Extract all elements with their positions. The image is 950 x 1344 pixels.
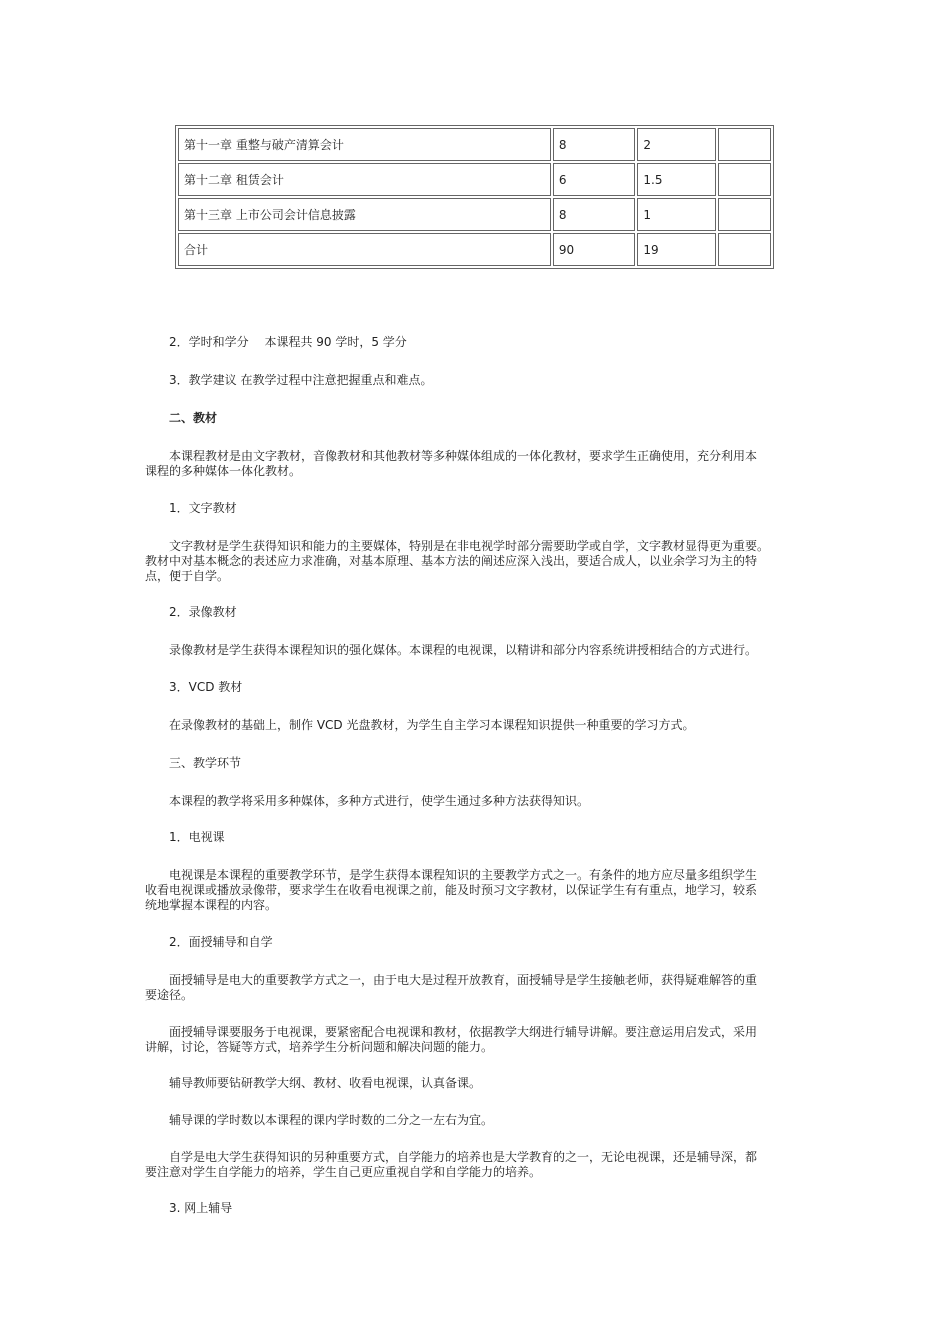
section-heading: 三、教学环节 — [145, 756, 242, 770]
paragraph: 2．学时和学分 本课程共 90 学时，5 学分 — [145, 335, 407, 349]
paragraph: 辅导教师要钻研教学大纲、教材、收看电视课，认真备课。 — [145, 1076, 482, 1090]
hours-cell: 90 — [553, 233, 636, 266]
subsection-heading: 2．录像教材 — [145, 605, 237, 619]
paragraph: 教材中对基本概念的表述应力求准确，对基本原理、基本方法的阐述应深入浅出，要适合成人，以业余学习为主的特 — [145, 554, 758, 568]
paragraph: 在录像教材的基础上，制作 VCD 光盘教材，为学生自主学习本课程知识提供一种重要的学习方式。 — [145, 718, 695, 732]
paragraph: 本课程教材是由文字教材，音像教材和其他教材等多种媒体组成的一体化教材，要求学生正确使用，充分利用本 — [145, 449, 758, 463]
section-heading: 二、教材 — [145, 411, 218, 425]
paragraph: 辅导课的学时数以本课程的课内学时数的二分之一左右为宜。 — [145, 1113, 494, 1127]
credits-cell: 2 — [637, 128, 716, 161]
paragraph: 统地掌握本课程的内容。 — [145, 898, 278, 912]
subsection-heading: 3．VCD 教材 — [145, 680, 243, 694]
paragraph: 文字教材是学生获得知识和能力的主要媒体，特别是在非电视学时部分需要助学或自学，文字教材显得更为重要。 — [145, 539, 770, 553]
paragraph: 面授辅导课要服务于电视课，要紧密配合电视课和教材，依据教学大纲进行辅导讲解。要注意运用启发式，采用 — [145, 1025, 758, 1039]
chapter-name-cell: 第十一章 重整与破产清算会计 — [178, 128, 551, 161]
paragraph: 点，便于自学。 — [145, 569, 230, 583]
table-row — [178, 128, 771, 161]
note-cell — [718, 128, 771, 161]
paragraph: 课程的多种媒体一体化教材。 — [145, 464, 302, 478]
hours-cell: 8 — [553, 128, 636, 161]
paragraph: 本课程的教学将采用多种媒体，多种方式进行，使学生通过多种方法获得知识。 — [145, 794, 590, 808]
subsection-heading: 1．文字教材 — [145, 501, 237, 515]
paragraph: 要途径。 — [145, 988, 194, 1002]
paragraph: 3．教学建议 在教学过程中注意把握重点和难点。 — [145, 373, 433, 387]
paragraph: 要注意对学生自学能力的培养，学生自己更应重视自学和自学能力的培养。 — [145, 1165, 542, 1179]
paragraph: 自学是电大学生获得知识的另种重要方式，自学能力的培养也是大学教育的之一，无论电视课，还是辅导深，都 — [145, 1150, 758, 1164]
note-cell — [718, 233, 771, 266]
course-hours-table — [175, 125, 774, 269]
paragraph: 面授辅导是电大的重要教学方式之一，由于电大是过程开放教育，面授辅导是学生接触老师，获得疑难解答的重 — [145, 973, 758, 987]
credits-cell: 1.5 — [637, 163, 716, 196]
table-row — [178, 233, 771, 266]
chapter-name-cell: 第十二章 租赁会计 — [178, 163, 551, 196]
note-cell — [718, 163, 771, 196]
credits-cell: 19 — [637, 233, 716, 266]
paragraph: 录像教材是学生获得本课程知识的强化媒体。本课程的电视课，以精讲和部分内容系统讲授相结合的方式进行。 — [145, 643, 758, 657]
hours-cell: 8 — [553, 198, 636, 231]
paragraph: 收看电视课或播放录像带，要求学生在收看电视课之前，能及时预习文字教材，以保证学生有有重点，地学习，较系 — [145, 883, 758, 897]
subsection-heading: 1．电视课 — [145, 830, 225, 844]
paragraph: 讲解，讨论，答疑等方式，培养学生分析问题和解决问题的能力。 — [145, 1040, 494, 1054]
subsection-heading: 2．面授辅导和自学 — [145, 935, 273, 949]
credits-cell: 1 — [637, 198, 716, 231]
table-row — [178, 198, 771, 231]
hours-cell: 6 — [553, 163, 636, 196]
subsection-heading: 3. 网上辅导 — [145, 1201, 233, 1215]
note-cell — [718, 198, 771, 231]
chapter-name-cell: 合计 — [178, 233, 551, 266]
chapter-name-cell: 第十三章 上市公司会计信息披露 — [178, 198, 551, 231]
table-row — [178, 163, 771, 196]
paragraph: 电视课是本课程的重要教学环节，是学生获得本课程知识的主要教学方式之一。有条件的地方应尽量多组织学生 — [145, 868, 758, 882]
